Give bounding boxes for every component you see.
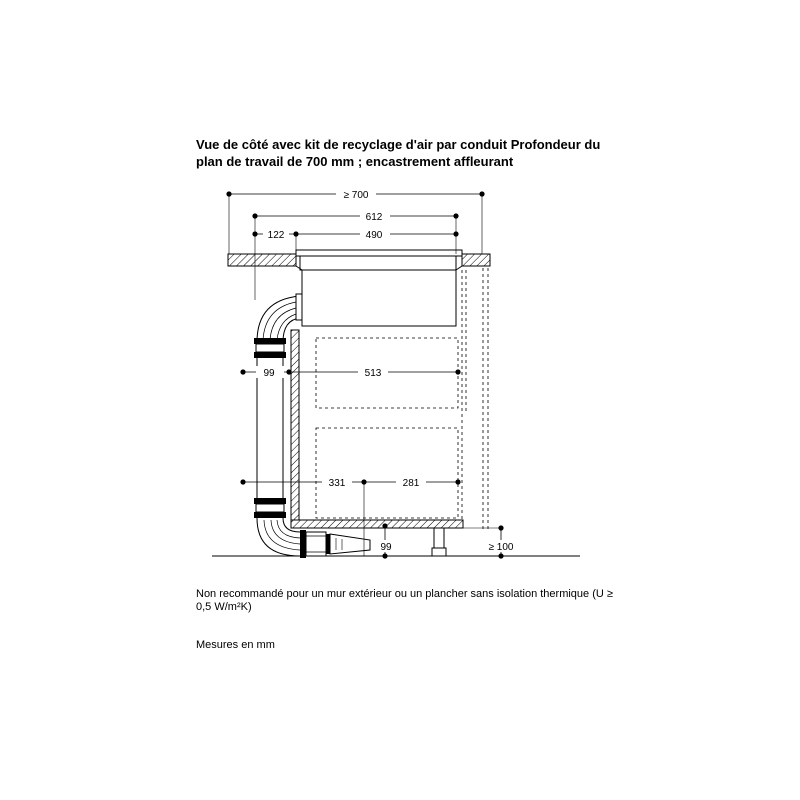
cabinet-bottom bbox=[291, 520, 463, 528]
svg-text:490: 490 bbox=[365, 230, 383, 241]
thermal-insulation-note: Non recommandé pour un mur extérieur ou un plancher sans isolation thermique (U ≥ 0,5 W/m²K) bbox=[196, 588, 613, 613]
svg-text:281: 281 bbox=[402, 478, 420, 489]
svg-text:99: 99 bbox=[380, 542, 392, 553]
dimension-cooktop-depth bbox=[296, 228, 459, 241]
cooktop-unit bbox=[296, 250, 462, 326]
dimension-lower-left bbox=[240, 476, 366, 489]
svg-text:513: 513 bbox=[364, 368, 382, 379]
dimension-wall-gap bbox=[463, 525, 518, 558]
units-note: Mesures en mm bbox=[196, 639, 275, 651]
dimension-worktop-depth bbox=[226, 188, 484, 254]
svg-text:≥ 700: ≥ 700 bbox=[343, 190, 369, 201]
cabinet-front-panel bbox=[291, 330, 299, 526]
diagram-title: Vue de côté avec kit de recyclage d'air par conduit Profondeur du plan de travail de 700 mm ; encastrement affleurant bbox=[196, 137, 601, 169]
svg-text:≥ 100: ≥ 100 bbox=[488, 542, 514, 553]
svg-text:612: 612 bbox=[365, 212, 383, 223]
svg-text:122: 122 bbox=[267, 230, 285, 241]
drawer-lower bbox=[316, 428, 458, 518]
svg-text:331: 331 bbox=[328, 478, 346, 489]
cabinet-leg bbox=[432, 528, 446, 556]
dimension-cabinet-inner bbox=[289, 366, 461, 379]
filter-unit bbox=[300, 530, 370, 558]
dimension-plinth-height bbox=[377, 523, 397, 558]
svg-text:99: 99 bbox=[263, 368, 275, 379]
dimension-duct-gap bbox=[240, 366, 291, 379]
